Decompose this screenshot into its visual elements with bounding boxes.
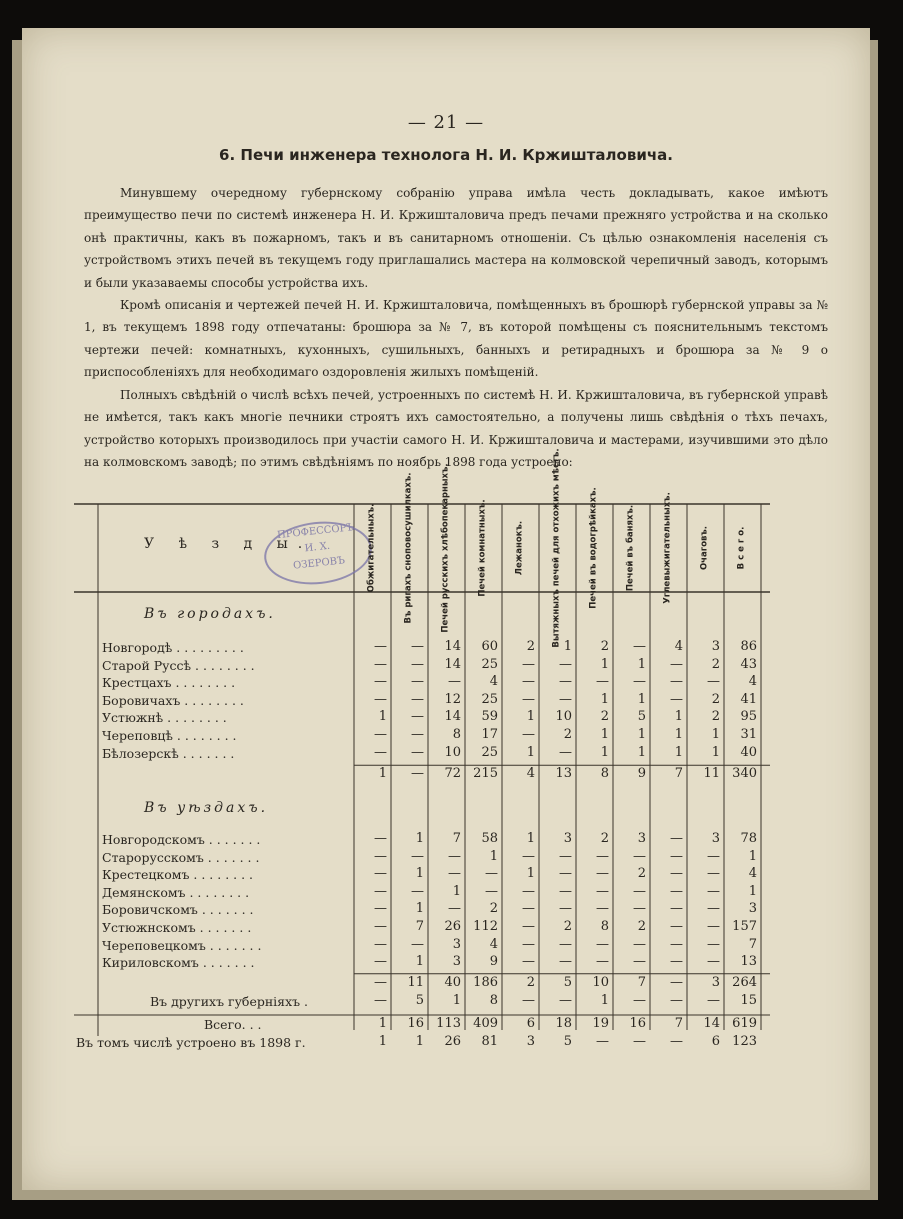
table-cell: 3 bbox=[711, 974, 720, 990]
table-cell: — bbox=[522, 674, 535, 690]
table-cell: — bbox=[411, 744, 424, 760]
table-cell: — bbox=[633, 674, 646, 690]
table-cell: 25 bbox=[481, 691, 498, 707]
table-cell: — bbox=[670, 1033, 683, 1049]
table-cell: 2 bbox=[600, 709, 609, 725]
column-header-label: Обжигательныхъ. bbox=[366, 503, 377, 593]
table-cell: 4 bbox=[526, 766, 535, 782]
table-cell: — bbox=[596, 883, 609, 899]
table-cell: 8 bbox=[600, 766, 609, 782]
table-cell: 95 bbox=[740, 709, 757, 725]
table-cell: — bbox=[670, 919, 683, 934]
table-cell: 1 bbox=[748, 848, 757, 864]
table-cell: 186 bbox=[473, 974, 498, 990]
table-cell: 40 bbox=[740, 744, 757, 760]
table-cell: 10 bbox=[444, 744, 461, 760]
table-cell: — bbox=[448, 901, 461, 917]
table-cell: 16 bbox=[629, 1016, 646, 1031]
table-cell: 43 bbox=[740, 656, 757, 672]
table-cell: — bbox=[374, 883, 387, 899]
table-cell: — bbox=[707, 936, 720, 952]
table-cell: 1 bbox=[526, 866, 535, 882]
row-label: Череповцѣ . . . . . . . . bbox=[102, 728, 237, 743]
table-cell: — bbox=[559, 883, 572, 899]
table-cell: — bbox=[707, 883, 720, 899]
table-cell: — bbox=[411, 936, 424, 952]
table-cell: — bbox=[707, 866, 720, 882]
table-cell: — bbox=[559, 901, 572, 917]
table-cell: — bbox=[559, 866, 572, 882]
table-cell: 14 bbox=[444, 709, 461, 725]
table-cell: — bbox=[633, 936, 646, 952]
table-cell: 19 bbox=[592, 1016, 609, 1031]
column-header-label: В с е г о. bbox=[736, 526, 747, 570]
table-cell: 11 bbox=[407, 974, 424, 990]
table-cell: 1 bbox=[415, 954, 424, 970]
table-cell: — bbox=[596, 1033, 609, 1049]
table-cell: 1 bbox=[600, 744, 609, 760]
table-cell: 31 bbox=[740, 727, 757, 742]
table-cell: 1 bbox=[563, 639, 572, 654]
table-cell: 1 bbox=[637, 691, 646, 707]
column-header-label: Лежанокъ. bbox=[514, 520, 525, 576]
section-towns: Въ городахъ. bbox=[144, 606, 276, 622]
table-cell: — bbox=[670, 993, 683, 1009]
column-header bbox=[428, 463, 464, 633]
table-cell: 40 bbox=[444, 974, 461, 990]
table-cell: — bbox=[670, 691, 683, 707]
table-cell: — bbox=[411, 727, 424, 742]
table-cell: — bbox=[522, 901, 535, 917]
row-label: Всего. . . bbox=[204, 1017, 262, 1032]
table-cell: — bbox=[374, 848, 387, 864]
table-cell: 5 bbox=[563, 974, 572, 990]
table-cell: 1 bbox=[452, 883, 461, 899]
table-cell: 41 bbox=[740, 691, 757, 707]
row-label: Крестецкомъ . . . . . . . . bbox=[102, 867, 254, 883]
table-cell: 1 bbox=[415, 1033, 424, 1049]
table-cell: — bbox=[559, 744, 572, 760]
table-cell: 17 bbox=[481, 727, 498, 742]
table-cell: — bbox=[596, 848, 609, 864]
table-cell: 5 bbox=[415, 993, 424, 1009]
table-cell: 15 bbox=[740, 993, 757, 1009]
table-cell: — bbox=[522, 848, 535, 864]
column-header-label: Печей русскихъ хлѣбопекарныхъ. bbox=[440, 463, 451, 633]
table-cell: 409 bbox=[473, 1016, 498, 1031]
table-cell: 1 bbox=[600, 691, 609, 707]
table-cell: 14 bbox=[703, 1016, 720, 1031]
row-label: Устюжнѣ . . . . . . . . bbox=[102, 710, 227, 726]
stamp-line: ОЗЕРОВЪ bbox=[292, 555, 346, 572]
table-cell: 1 bbox=[415, 901, 424, 917]
table-cell: 18 bbox=[555, 1016, 572, 1031]
table-cell: — bbox=[670, 656, 683, 672]
table-cell: 26 bbox=[444, 919, 461, 934]
table-cell: — bbox=[670, 974, 683, 990]
table-cell: 86 bbox=[740, 639, 757, 654]
table-cell: 6 bbox=[711, 1033, 720, 1049]
table-cell: 1 bbox=[378, 1033, 387, 1049]
table-cell: — bbox=[633, 901, 646, 917]
table-cell: 2 bbox=[563, 919, 572, 934]
table-cell: 72 bbox=[444, 766, 461, 782]
table-cell: 1 bbox=[637, 727, 646, 742]
row-label: Бѣлозерскѣ . . . . . . . bbox=[102, 745, 235, 761]
table-cell: 1 bbox=[600, 656, 609, 672]
table-cell: — bbox=[707, 848, 720, 864]
table-cell: 2 bbox=[637, 866, 646, 882]
table-cell: 78 bbox=[740, 831, 757, 846]
column-header bbox=[650, 492, 686, 604]
table-cell: 3 bbox=[526, 1033, 535, 1049]
row-label: Въ томъ числѣ устроено въ 1898 г. bbox=[76, 1034, 306, 1050]
column-header-label: Вытяжныхъ печей для отхожихъ мѣстъ. bbox=[551, 448, 562, 648]
table-cell: — bbox=[559, 936, 572, 952]
table-cell: 8 bbox=[452, 727, 461, 742]
row-label: Новгородскомъ . . . . . . . bbox=[102, 832, 261, 847]
table-cell: — bbox=[670, 674, 683, 690]
table-cell: 4 bbox=[489, 674, 498, 690]
table-cell: — bbox=[670, 831, 683, 846]
table-cell: — bbox=[522, 727, 535, 742]
stove-statistics-table bbox=[74, 448, 770, 1050]
table-cell: — bbox=[559, 954, 572, 970]
column-header-label: Углевыжигательныхъ. bbox=[662, 492, 673, 604]
table-cell: — bbox=[707, 919, 720, 934]
paragraph-1: Минувшему очередному губернскому собранію управа имѣла честь докладывать, какое имѣютъ преимущество печи по системѣ инженера Н. И. Кржишталовича предъ печами прежняго устройства и на сколько онѣ практичны, какъ въ пожарномъ, такъ и въ санитарномъ отношеніи. Съ цѣлью ознакомленія населенія съ устройствомъ этихъ печей въ текущемъ году приглашались мастера на колмовской черепичный заводъ, которымъ и были указаваемы способы устройства ихъ. bbox=[84, 186, 828, 290]
table-cell: — bbox=[448, 674, 461, 690]
table-cell: 25 bbox=[481, 744, 498, 760]
table-cell: — bbox=[411, 656, 424, 672]
table-cell: — bbox=[707, 993, 720, 1009]
table-cell: — bbox=[559, 848, 572, 864]
table-cell: — bbox=[411, 848, 424, 864]
table-cell: — bbox=[596, 954, 609, 970]
table-cell: 5 bbox=[563, 1033, 572, 1049]
table-cell: 113 bbox=[436, 1016, 461, 1031]
table-cell: — bbox=[374, 831, 387, 846]
table-cell: 13 bbox=[555, 766, 572, 782]
table-cell: — bbox=[707, 954, 720, 970]
table-cell: — bbox=[559, 674, 572, 690]
table-cell: 2 bbox=[526, 639, 535, 654]
table-cell: — bbox=[596, 674, 609, 690]
table-cell: 6 bbox=[526, 1016, 535, 1031]
row-label: Въ другихъ губерніяхъ . bbox=[150, 994, 309, 1010]
table-cell: 11 bbox=[703, 766, 720, 782]
column-header-label: Печей въ баняхъ. bbox=[625, 504, 636, 592]
table-cell: 1 bbox=[526, 831, 535, 846]
column-header bbox=[502, 504, 538, 592]
table-cell: — bbox=[670, 883, 683, 899]
table-cell: 3 bbox=[452, 954, 461, 970]
table-cell: — bbox=[411, 639, 424, 654]
table-cell: — bbox=[374, 974, 387, 990]
paragraph-2: Кромѣ описанія и чертежей печей Н. И. Кржишталовича, помѣщенныхъ въ брошюрѣ губернской управы за № 1, въ текущемъ 1898 году отпечатаны: брошюра за № 7, въ которой помѣщены съ пояснительнымъ текстомъ чертежи печей: комнатныхъ, кухонныхъ, сушильныхъ, банныхъ и ретирадныхъ и брошюра за № 9 о приспособленіяхъ для необходимаго оздоровленія жилыхъ помѣщеній. bbox=[84, 298, 828, 380]
table-cell: 1 bbox=[415, 866, 424, 882]
table-cell: — bbox=[522, 993, 535, 1009]
table-cell: 1 bbox=[637, 744, 646, 760]
column-header bbox=[724, 504, 760, 592]
table-cell: 7 bbox=[637, 974, 646, 990]
column-header-label: Очаговъ. bbox=[699, 525, 710, 571]
section-heading: 6. Печи инженера технолога Н. И. Кржишталовича. bbox=[219, 146, 673, 164]
table-cell: 4 bbox=[674, 639, 683, 654]
row-label: Кириловскомъ . . . . . . . bbox=[102, 955, 255, 971]
table-cell: — bbox=[411, 674, 424, 690]
table-cell: 2 bbox=[563, 727, 572, 742]
row-label: Старой Руссѣ . . . . . . . . bbox=[102, 657, 255, 673]
table-cell: — bbox=[633, 639, 646, 654]
column-header bbox=[613, 504, 649, 592]
table-cell: — bbox=[522, 883, 535, 899]
table-cell: — bbox=[633, 993, 646, 1009]
table-cell: 16 bbox=[407, 1016, 424, 1031]
table-cell: 340 bbox=[732, 766, 757, 782]
table-cell: 7 bbox=[748, 936, 757, 952]
table-cell: 1 bbox=[489, 848, 498, 864]
row-label: Боровичскомъ . . . . . . . bbox=[102, 902, 254, 918]
table-cell: — bbox=[522, 954, 535, 970]
table-cell: — bbox=[633, 954, 646, 970]
table-cell: 123 bbox=[732, 1033, 757, 1049]
table-cell: 10 bbox=[592, 974, 609, 990]
table-cell: — bbox=[374, 674, 387, 690]
table-cell: — bbox=[670, 848, 683, 864]
column-header-label: Печей въ водогрѣйкахъ. bbox=[588, 487, 599, 609]
table-cell: — bbox=[670, 901, 683, 917]
table-cell: — bbox=[522, 691, 535, 707]
row-label: Устюжнскомъ . . . . . . . bbox=[102, 920, 252, 935]
table-cell: 14 bbox=[444, 639, 461, 654]
table-cell: 264 bbox=[732, 974, 757, 990]
table-cell: — bbox=[448, 866, 461, 882]
table-cell: 2 bbox=[489, 901, 498, 917]
table-cell: 9 bbox=[637, 766, 646, 782]
table-cell: 619 bbox=[732, 1016, 757, 1031]
row-label: Крестцахъ . . . . . . . . bbox=[102, 675, 236, 691]
row-label: Новгородѣ . . . . . . . . . bbox=[102, 640, 244, 655]
column-header-label: Печей комнатныхъ. bbox=[477, 499, 488, 597]
table-cell: — bbox=[374, 866, 387, 882]
table-cell: — bbox=[522, 936, 535, 952]
table-cell: 1 bbox=[415, 831, 424, 846]
table-cell: — bbox=[596, 936, 609, 952]
table-cell: 1 bbox=[600, 727, 609, 742]
table-cell: 1 bbox=[711, 744, 720, 760]
table-cell: 1 bbox=[526, 744, 535, 760]
table-cell: — bbox=[374, 639, 387, 654]
table-cell: 1 bbox=[378, 1016, 387, 1031]
row-label: Старорусскомъ . . . . . . . bbox=[102, 849, 260, 865]
table-cell: 1 bbox=[674, 727, 683, 742]
row-label: Боровичахъ . . . . . . . . bbox=[102, 692, 244, 708]
table-cell: — bbox=[374, 901, 387, 917]
table-cell: 2 bbox=[600, 639, 609, 654]
table-cell: 4 bbox=[748, 866, 757, 882]
column-header bbox=[576, 487, 612, 609]
table-cell: 3 bbox=[711, 831, 720, 846]
table-cell: — bbox=[633, 1033, 646, 1049]
table-cell: — bbox=[596, 866, 609, 882]
table-cell: — bbox=[670, 954, 683, 970]
table-cell: 2 bbox=[637, 919, 646, 934]
table-cell: 3 bbox=[563, 831, 572, 846]
table-cell: 8 bbox=[600, 919, 609, 934]
table-cell: — bbox=[448, 848, 461, 864]
page bbox=[22, 28, 870, 1190]
stamp-line: ПРОФЕССОРЪ bbox=[276, 522, 355, 542]
table-cell: 13 bbox=[740, 954, 757, 970]
table-cell: 3 bbox=[637, 831, 646, 846]
table-cell: 4 bbox=[489, 936, 498, 952]
table-cell: — bbox=[670, 866, 683, 882]
table-cell: 7 bbox=[415, 919, 424, 934]
stamp-line: И. Х. bbox=[304, 540, 331, 555]
column-header bbox=[539, 448, 575, 648]
table-cell: 7 bbox=[452, 831, 461, 846]
table-cell: 1 bbox=[452, 993, 461, 1009]
table-cell: 2 bbox=[711, 709, 720, 725]
column-header bbox=[687, 504, 723, 592]
column-header-label: Въ ригахъ сноповосушилкахъ. bbox=[403, 472, 414, 624]
table-cell: 10 bbox=[555, 709, 572, 725]
table-cell: 58 bbox=[481, 831, 498, 846]
table-cell: — bbox=[522, 919, 535, 934]
table-cell: 112 bbox=[473, 919, 498, 934]
table-cell: — bbox=[374, 744, 387, 760]
table-cell: 14 bbox=[444, 656, 461, 672]
table-cell: — bbox=[633, 848, 646, 864]
table-cell: 215 bbox=[473, 766, 498, 782]
table-cell: — bbox=[559, 993, 572, 1009]
table-cell: 1 bbox=[637, 656, 646, 672]
table-cell: — bbox=[374, 993, 387, 1009]
table-cell: — bbox=[374, 727, 387, 742]
table-cell: — bbox=[411, 766, 424, 782]
table-cell: 5 bbox=[637, 709, 646, 725]
table-cell: — bbox=[411, 709, 424, 725]
table-cell: — bbox=[596, 901, 609, 917]
table-cell: 81 bbox=[481, 1033, 498, 1049]
table-cell: 3 bbox=[452, 936, 461, 952]
table-cell: — bbox=[559, 691, 572, 707]
table-cell: — bbox=[374, 954, 387, 970]
table-cell: 7 bbox=[674, 766, 683, 782]
table-cell: — bbox=[670, 936, 683, 952]
table-cell: — bbox=[707, 901, 720, 917]
page-number: — 21 — bbox=[407, 112, 485, 133]
section-districts: Въ уѣздахъ. bbox=[144, 800, 269, 816]
table-cell: — bbox=[707, 674, 720, 690]
table-cell: 2 bbox=[526, 974, 535, 990]
table-cell: 1 bbox=[748, 883, 757, 899]
table-cell: 1 bbox=[674, 709, 683, 725]
column-header bbox=[391, 472, 427, 624]
table-cell: — bbox=[374, 936, 387, 952]
table-cell: 25 bbox=[481, 656, 498, 672]
table-cell: 4 bbox=[748, 674, 757, 690]
table-cell: — bbox=[411, 883, 424, 899]
column-header bbox=[354, 504, 390, 592]
table-cell: 7 bbox=[674, 1016, 683, 1031]
table-cell: — bbox=[485, 883, 498, 899]
table-cell: 26 bbox=[444, 1033, 461, 1049]
table-cell: — bbox=[411, 691, 424, 707]
table-cell: 2 bbox=[600, 831, 609, 846]
table-cell: 60 bbox=[481, 639, 498, 654]
table-cell: 59 bbox=[481, 709, 498, 725]
table-cell: — bbox=[559, 656, 572, 672]
table-cell: 1 bbox=[378, 766, 387, 782]
row-label: Демянскомъ . . . . . . . . bbox=[102, 884, 250, 900]
table-cell: 3 bbox=[711, 639, 720, 654]
table-cell: 3 bbox=[748, 901, 757, 917]
table-cell: 1 bbox=[526, 709, 535, 725]
table-cell: — bbox=[374, 691, 387, 707]
table-cell: 1 bbox=[378, 709, 387, 725]
table-cell: — bbox=[374, 656, 387, 672]
table-cell: 2 bbox=[711, 656, 720, 672]
table-cell: 9 bbox=[489, 954, 498, 970]
table-cell: 157 bbox=[732, 919, 757, 934]
table-cell: 1 bbox=[711, 727, 720, 742]
table-cell: 8 bbox=[489, 993, 498, 1009]
table-cell: 2 bbox=[711, 691, 720, 707]
table-cell: 1 bbox=[600, 993, 609, 1009]
table-cell: — bbox=[522, 656, 535, 672]
row-header: У ѣ з д ы. bbox=[144, 536, 313, 552]
row-label: Череповецкомъ . . . . . . . bbox=[102, 937, 262, 953]
table-cell: — bbox=[633, 883, 646, 899]
paragraph-3: Полныхъ свѣдѣній о числѣ всѣхъ печей, устроенныхъ по системѣ Н. И. Кржишталовича, въ губернской управѣ не имѣется, такъ какъ многіе печники строятъ ихъ самостоятельно, а получены лишь свѣдѣнія о тѣхъ печахъ, устройство которыхъ производилось при участіи самого Н. И. Кржишталовича и мастерами, изучившими это дѣло на колмовскомъ заводѣ; по этимъ свѣдѣніямъ по ноябрь 1898 года устроено: bbox=[84, 388, 828, 470]
table-cell: 1 bbox=[674, 744, 683, 760]
table-cell: 12 bbox=[444, 691, 461, 707]
table-cell: — bbox=[374, 919, 387, 934]
column-header bbox=[465, 499, 501, 597]
table-cell: — bbox=[485, 866, 498, 882]
